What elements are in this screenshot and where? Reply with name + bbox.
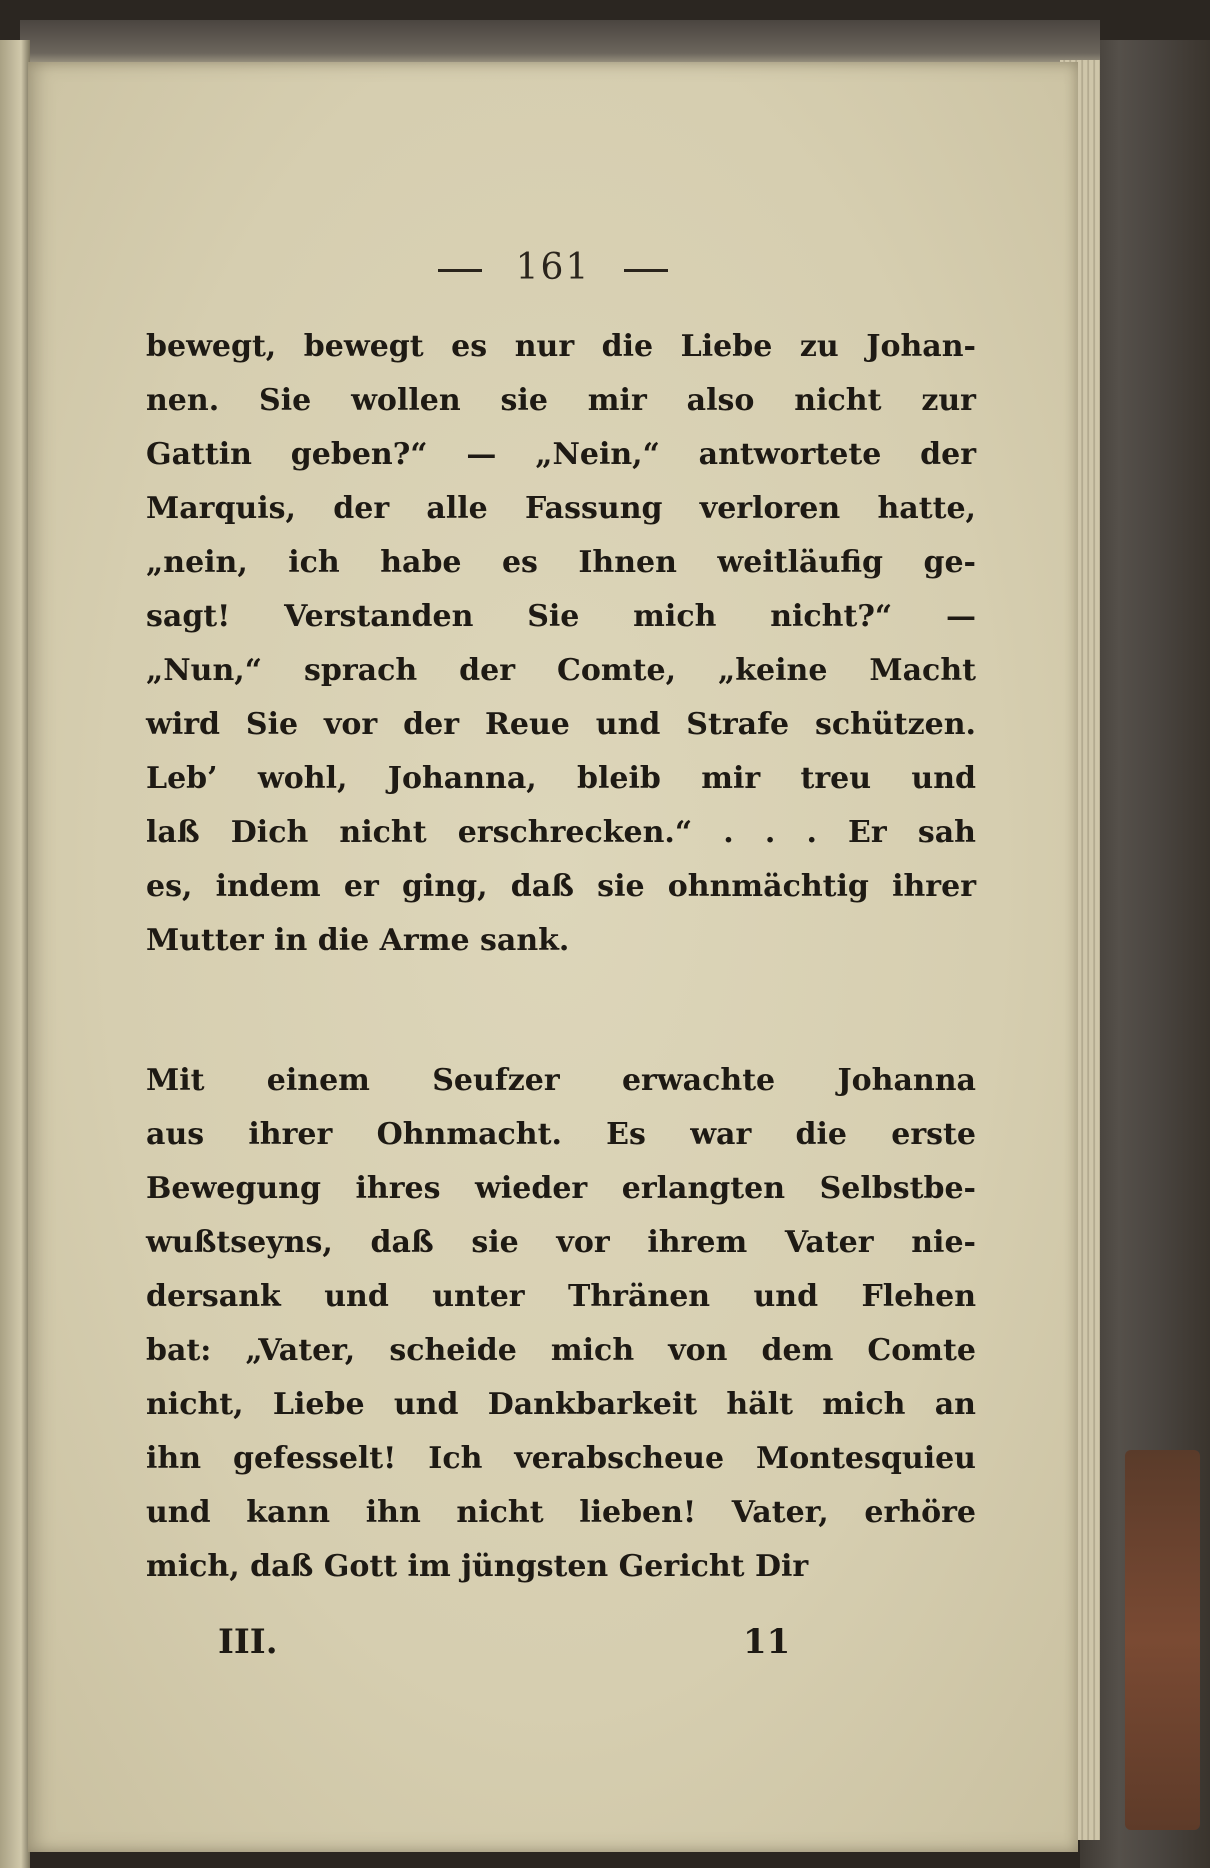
cover-stain [1125,1450,1200,1830]
text-line: Mutter in die Arme sank. [146,923,570,958]
text-line: Gattin geben?“ — „Nein,“ antwortete der [146,437,976,472]
text-line: Leb’ wohl, Johanna, bleib mir treu und [146,761,976,796]
text-line: nicht, Liebe und Dankbarkeit hält mich an [146,1387,976,1422]
header-dash-right [624,269,668,272]
text-line: sagt! Verstanden Sie mich nicht?“ — [146,599,976,634]
paragraph-1 [146,320,976,968]
text-line: „nein, ich habe es Ihnen weitläufig ge- [146,545,976,580]
text-line: laß Dich nicht erschrecken.“ . . . Er sah [146,815,976,850]
facing-page-edge [0,40,30,1868]
text-line: „Nun,“ sprach der Comte, „keine Macht [146,653,976,688]
text-line: es, indem er ging, daß sie ohnmächtig ihrer [146,869,976,904]
page-number: 161 [515,247,591,288]
text-line: wird Sie vor der Reue und Strafe schützen. [146,707,976,742]
paragraph-2 [146,1054,976,1594]
text-line: Bewegung ihres wieder erlangten Selbstbe- [146,1171,976,1206]
text-line: mich, daß Gott im jüngsten Gericht Dir [146,1549,809,1584]
signature-mark: III. [218,1622,278,1662]
book-page [28,62,1078,1852]
page-header [28,247,1078,288]
text-line: wußtseyns, daß sie vor ihrem Vater nie- [146,1225,976,1260]
header-dash-left [438,269,482,272]
text-line: Marquis, der alle Fassung verloren hatte, [146,491,976,526]
text-line: ihn gefesselt! Ich verabscheue Montesquieu [146,1441,976,1476]
text-line: nen. Sie wollen sie mir also nicht zur [146,383,976,418]
text-line: bewegt, bewegt es nur die Liebe zu Johan- [146,329,976,364]
text-line: und kann ihn nicht lieben! Vater, erhöre [146,1495,976,1530]
text-line: aus ihrer Ohnmacht. Es war die erste [146,1117,976,1152]
sheet-mark: 11 [743,1622,791,1662]
text-line: dersank und unter Thränen und Flehen [146,1279,976,1314]
text-line: Mit einem Seufzer erwachte Johanna [146,1063,976,1098]
text-line: bat: „Vater, scheide mich von dem Comte [146,1333,976,1368]
